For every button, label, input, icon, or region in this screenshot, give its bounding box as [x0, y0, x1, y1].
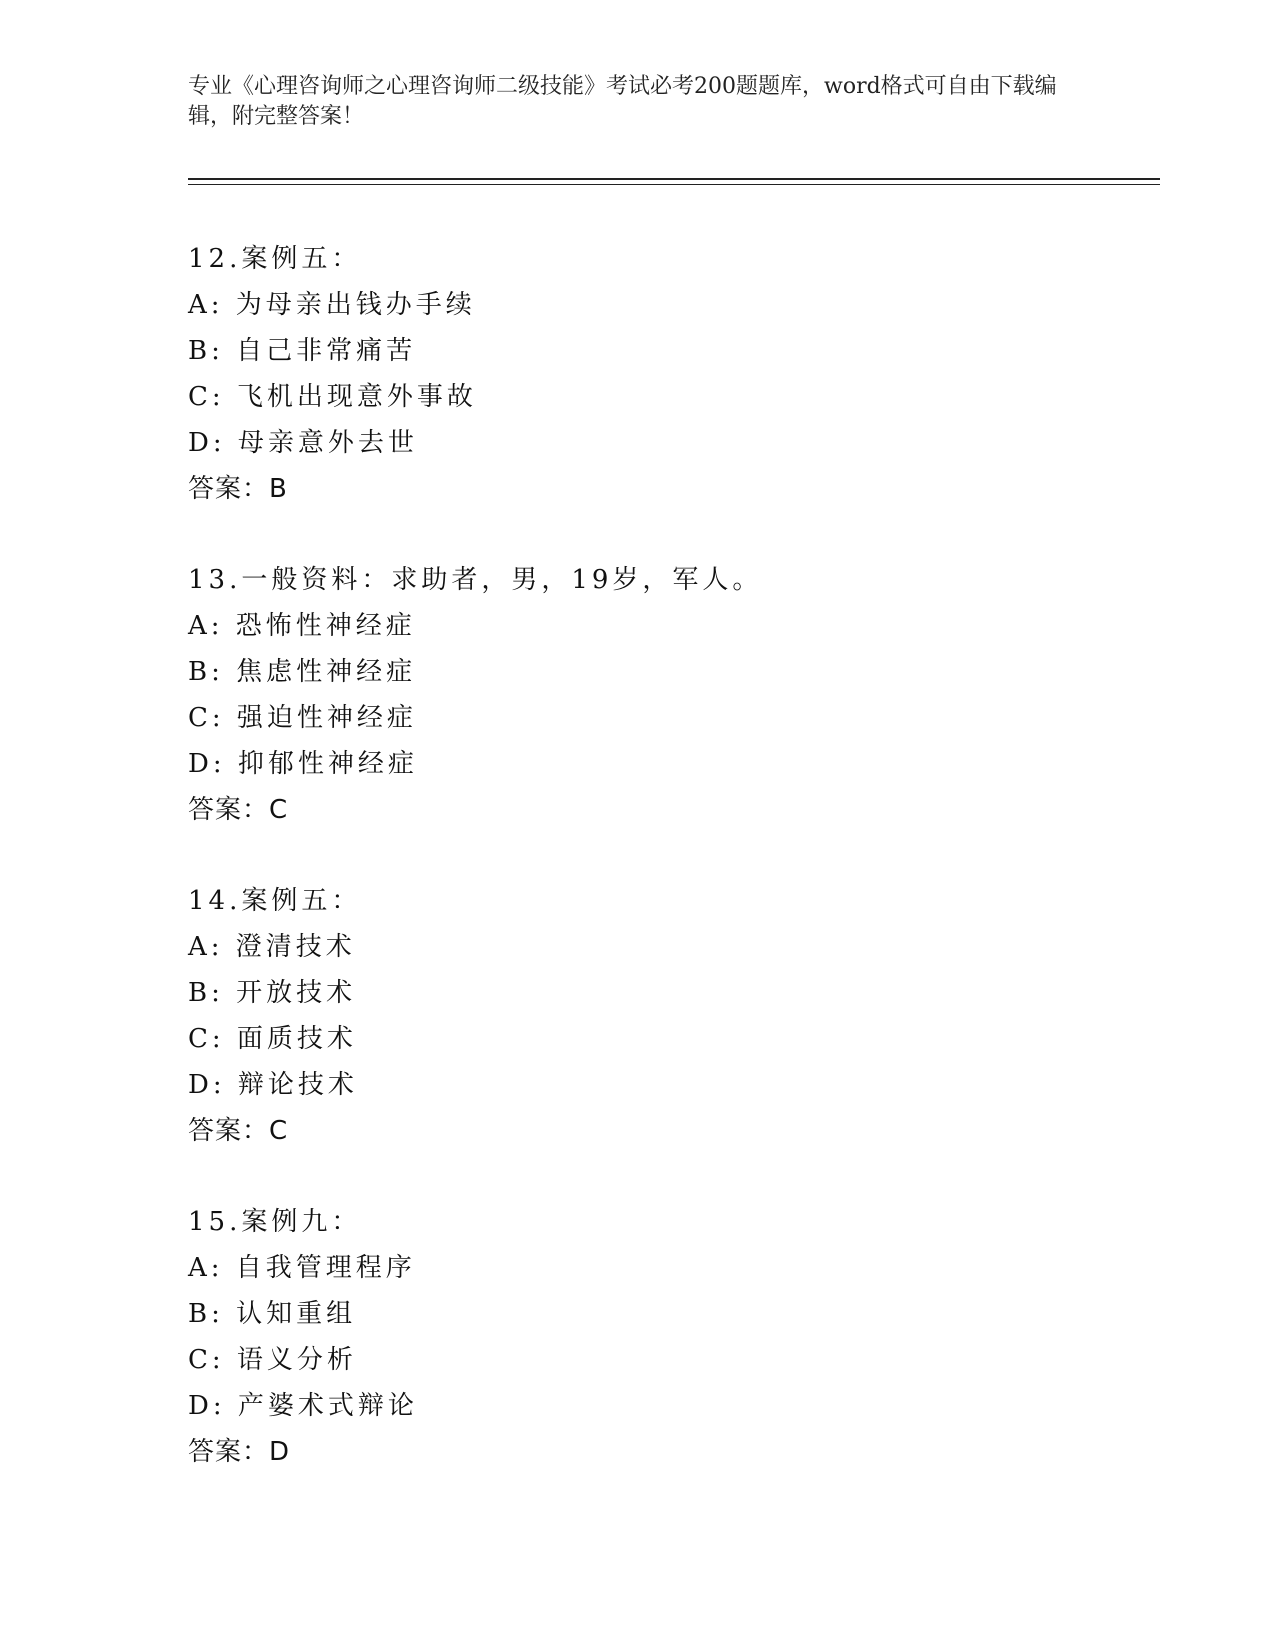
- option-c: C: 强迫性神经症: [188, 703, 417, 733]
- question-stem: 12.案例五：: [188, 244, 362, 274]
- header-divider-thin: [188, 184, 1160, 185]
- option-a: A: 恐怖性神经症: [188, 611, 416, 641]
- question-12: [188, 236, 1148, 512]
- option-c: C: 面质技术: [188, 1024, 357, 1054]
- question-15: [188, 1199, 1148, 1475]
- document-header: 专业《心理咨询师之心理咨询师二级技能》考试必考200题题库，word格式可自由下载编辑，附完整答案！: [188, 74, 1057, 129]
- option-c: C: 语义分析: [188, 1345, 357, 1375]
- header-divider-thick: [188, 178, 1160, 180]
- answer-line: 答案：C: [188, 1116, 289, 1146]
- answer-line: 答案：B: [188, 474, 288, 504]
- option-b: B: 焦虑性神经症: [188, 657, 417, 687]
- option-a: A: 自我管理程序: [188, 1253, 416, 1283]
- option-d: D: 产婆术式辩论: [188, 1391, 418, 1421]
- answer-line: 答案：C: [188, 795, 289, 825]
- option-d: D: 母亲意外去世: [188, 428, 418, 458]
- option-b: B: 自己非常痛苦: [188, 336, 417, 366]
- answer-line: 答案：D: [188, 1437, 291, 1467]
- option-b: B: 开放技术: [188, 978, 357, 1008]
- question-stem: 14.案例五：: [188, 886, 362, 916]
- option-c: C: 飞机出现意外事故: [188, 382, 477, 412]
- question-stem: 15.案例九：: [188, 1207, 362, 1237]
- option-d: D: 辩论技术: [188, 1070, 358, 1100]
- option-a: A: 澄清技术: [188, 932, 356, 962]
- question-14: [188, 878, 1148, 1154]
- option-d: D: 抑郁性神经症: [188, 749, 418, 779]
- option-b: B: 认知重组: [188, 1299, 357, 1329]
- option-a: A: 为母亲出钱办手续: [188, 290, 476, 320]
- question-13: [188, 557, 1148, 833]
- question-list: [188, 236, 1148, 1520]
- question-stem: 13.一般资料：求助者，男，19岁，军人。: [188, 565, 763, 595]
